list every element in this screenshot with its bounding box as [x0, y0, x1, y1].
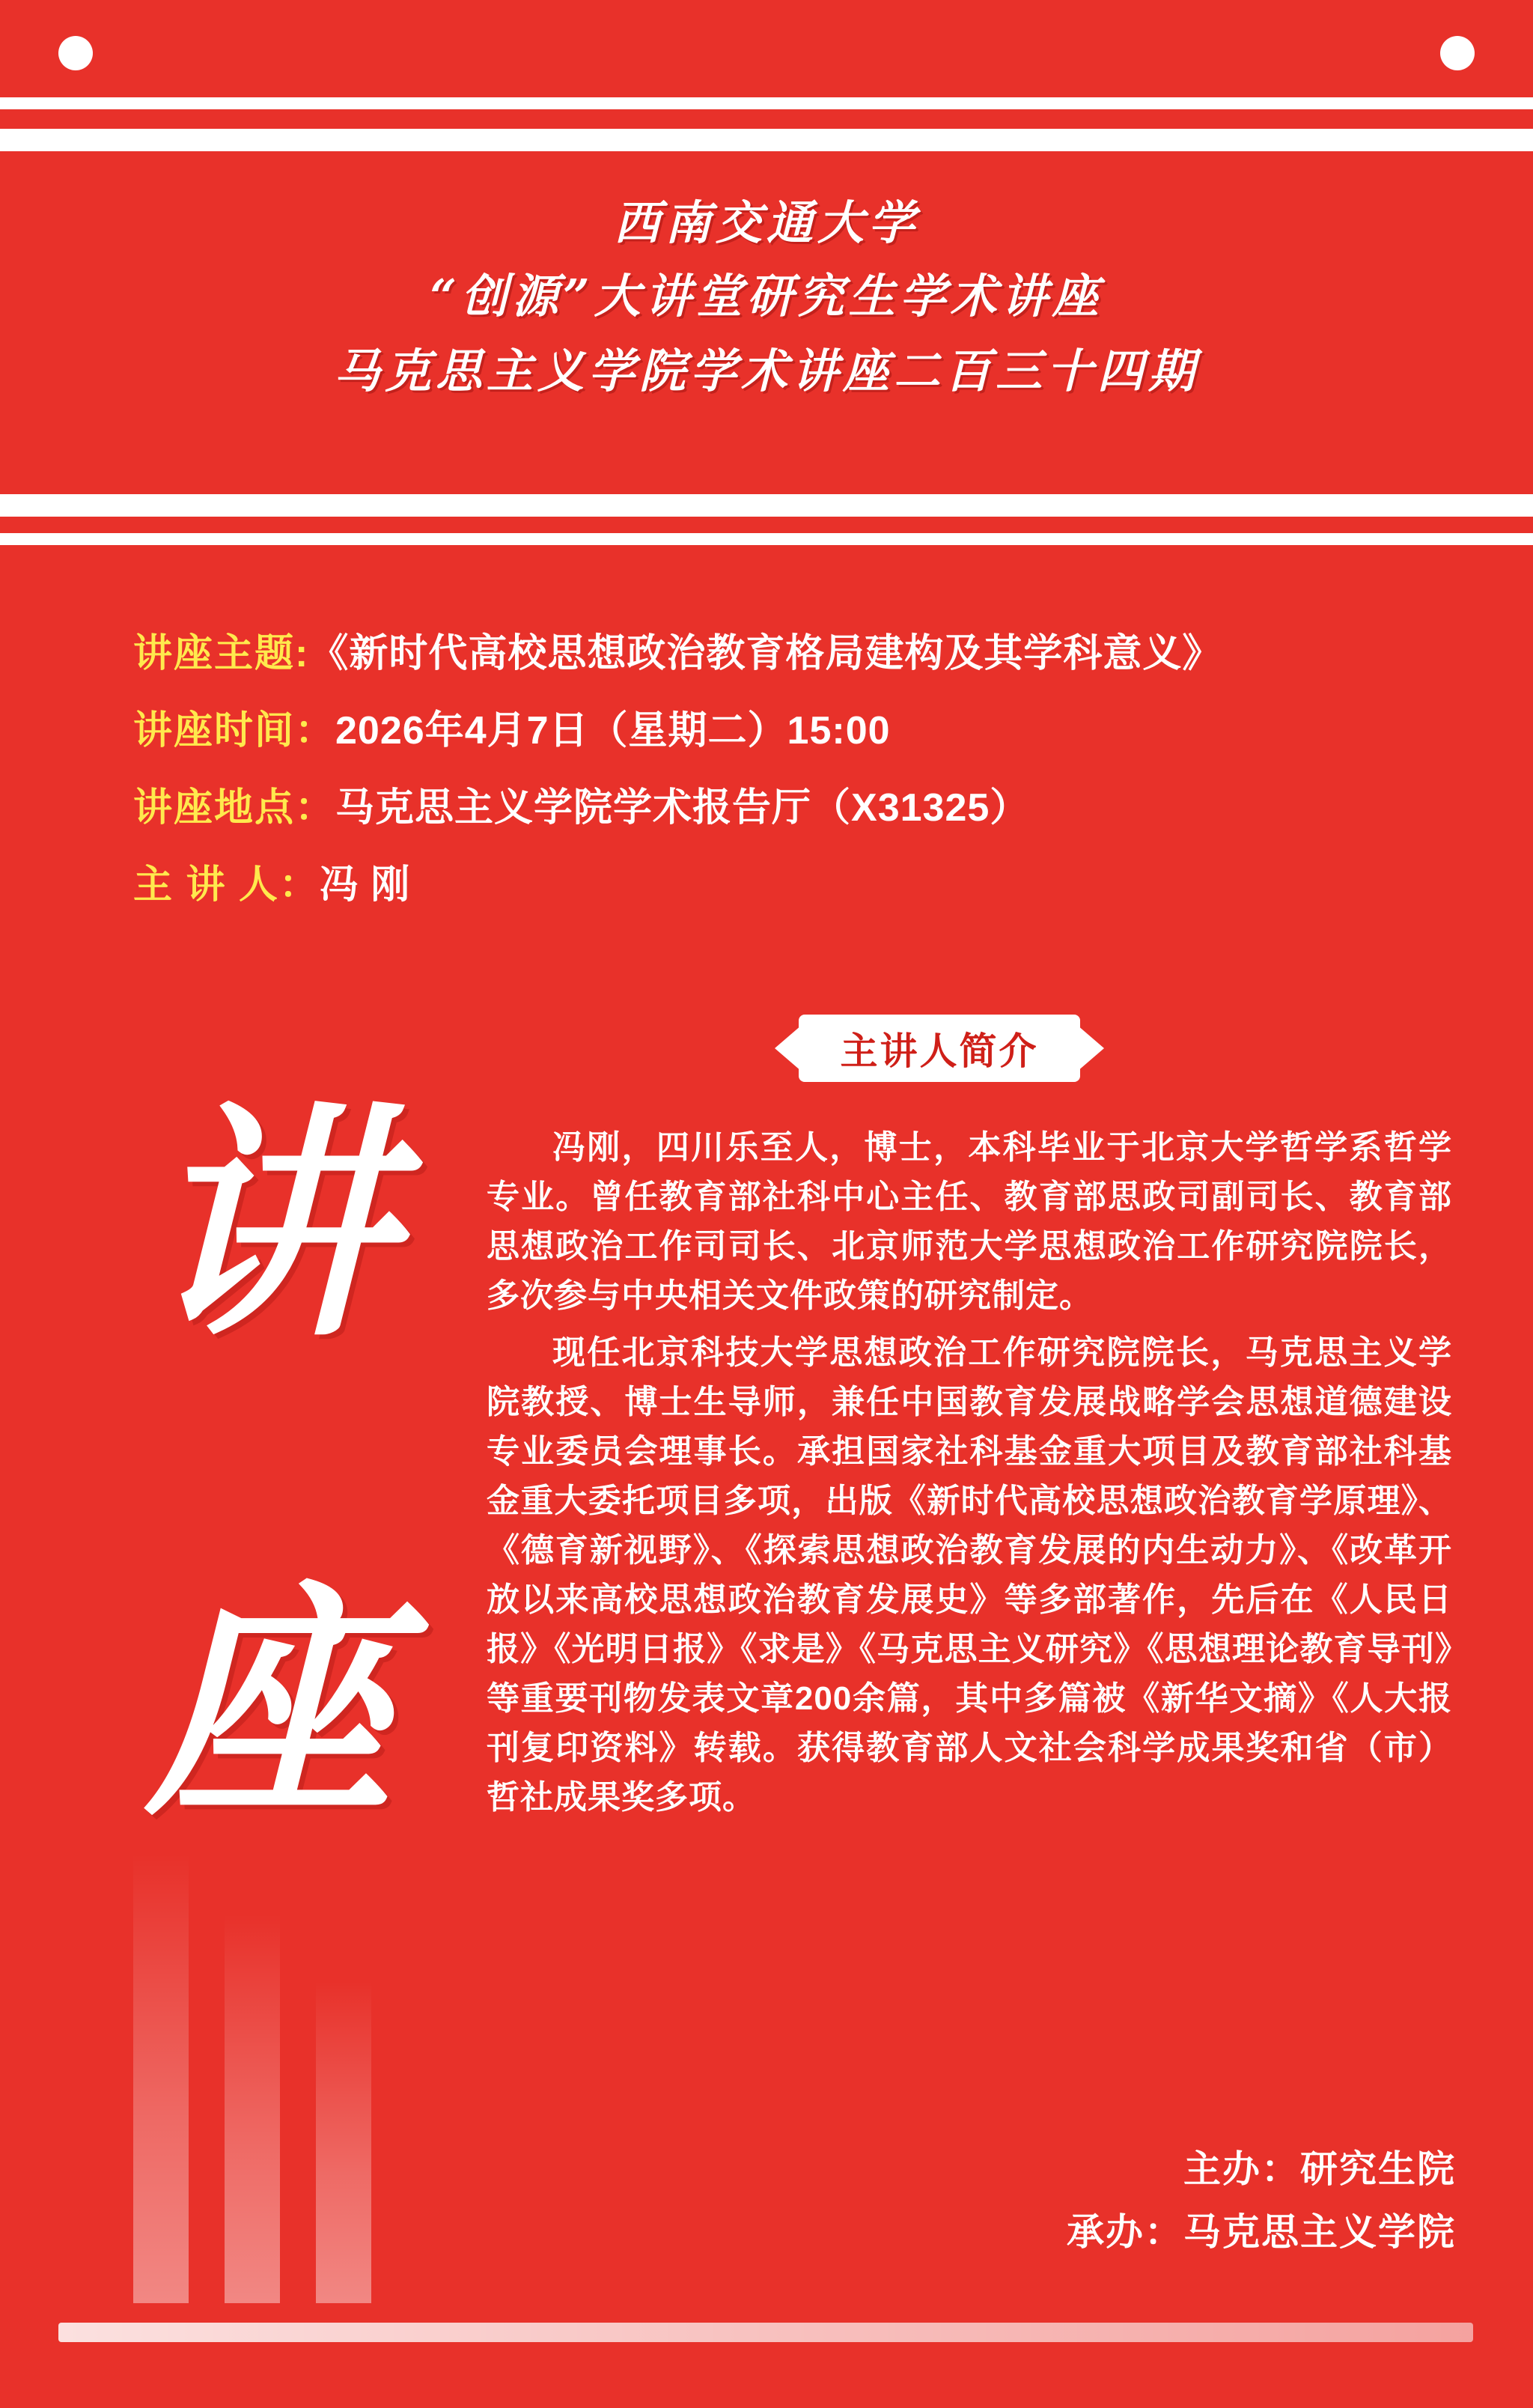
info-label-location: 讲座地点： — [133, 786, 336, 830]
lecture-info-block — [133, 621, 1451, 930]
calligraphy-char-zuo: 座 — [146, 1558, 393, 1849]
calligraphy-char-jiang: 讲 — [146, 1079, 393, 1369]
speaker-biography — [487, 1123, 1452, 1830]
top-decorative-band — [0, 0, 1533, 150]
info-row-topic — [133, 621, 1451, 678]
info-label-time: 讲座时间： — [133, 709, 336, 752]
title-line-2: “创源”大讲堂研究生学术讲座 — [430, 269, 1103, 323]
stripe-bottom-thin — [0, 533, 1533, 545]
info-label-speaker: 主 讲 人： — [133, 863, 320, 907]
stripe-top-thin — [0, 97, 1533, 109]
ribbon-label: 主讲人简介 — [799, 1015, 1080, 1082]
organizers-block — [0, 2138, 1456, 2263]
info-row-location — [133, 776, 1451, 832]
info-value-topic: 《新时代高校思想政治教育格局建构及其学科意义》 — [309, 632, 1222, 675]
stripe-top-thick — [0, 129, 1533, 151]
corner-dot-right-icon — [1440, 36, 1475, 70]
speaker-intro-ribbon — [775, 1015, 1104, 1086]
ribbon-tail-right-icon — [1077, 1025, 1104, 1071]
bio-paragraph-1: 冯刚，四川乐至人，博士，本科毕业于北京大学哲学系哲学专业。曾任教育部社科中心主任、教育部思政司副司长、教育部思想政治工作司司长、北京师范大学思想政治工作研究院院长，多次参与中央相关文件政策的研究制定。 — [487, 1129, 1452, 1314]
organizer-co: 承办：马克思主义学院 — [1067, 2211, 1456, 2253]
info-row-speaker — [133, 853, 1451, 909]
info-row-time — [133, 699, 1451, 755]
poster-title — [0, 187, 1533, 409]
bottom-decorative-bar — [58, 2323, 1473, 2342]
info-label-topic: 讲座主题: — [133, 632, 310, 675]
ribbon-tail-left-icon — [775, 1025, 802, 1071]
info-value-time: 2026年4月7日（星期二）15:00 — [335, 709, 891, 752]
organizer-host: 主办：研究生院 — [1183, 2148, 1456, 2190]
stripe-bottom-thick — [0, 494, 1533, 517]
title-line-1: 西南交通大学 — [613, 195, 919, 250]
info-value-location: 马克思主义学院学术报告厅（X31325） — [335, 786, 1030, 830]
bio-paragraph-2: 现任北京科技大学思想政治工作研究院院长，马克思主义学院教授、博士生导师，兼任中国教育发展战略学会思想道德建设专业委员会理事长。承担国家社科基金重大项目及教育部社科基金重大委托项目多项，出版《新时代高校思想政治教育学原理》、《德育新视野》、《探索思想政治教育发展的内生动力》、《改革开放以来高校思想政治教育发展史》等多部著作，先后在《人民日报》《光明日报》《求是》《马克思主义研究》《思想理论教育导刊》等重要刊物发表文章200余篇，其中多篇被《新华文摘》《人大报刊复印资料》转载。获得教育部人文社会科学成果奖和省（市）哲社成果奖多项。 — [487, 1334, 1452, 1816]
title-line-3: 马克思主义学院学术讲座二百三十四期 — [333, 344, 1199, 398]
corner-dot-left-icon — [58, 36, 93, 70]
info-value-speaker: 冯 刚 — [319, 863, 411, 907]
